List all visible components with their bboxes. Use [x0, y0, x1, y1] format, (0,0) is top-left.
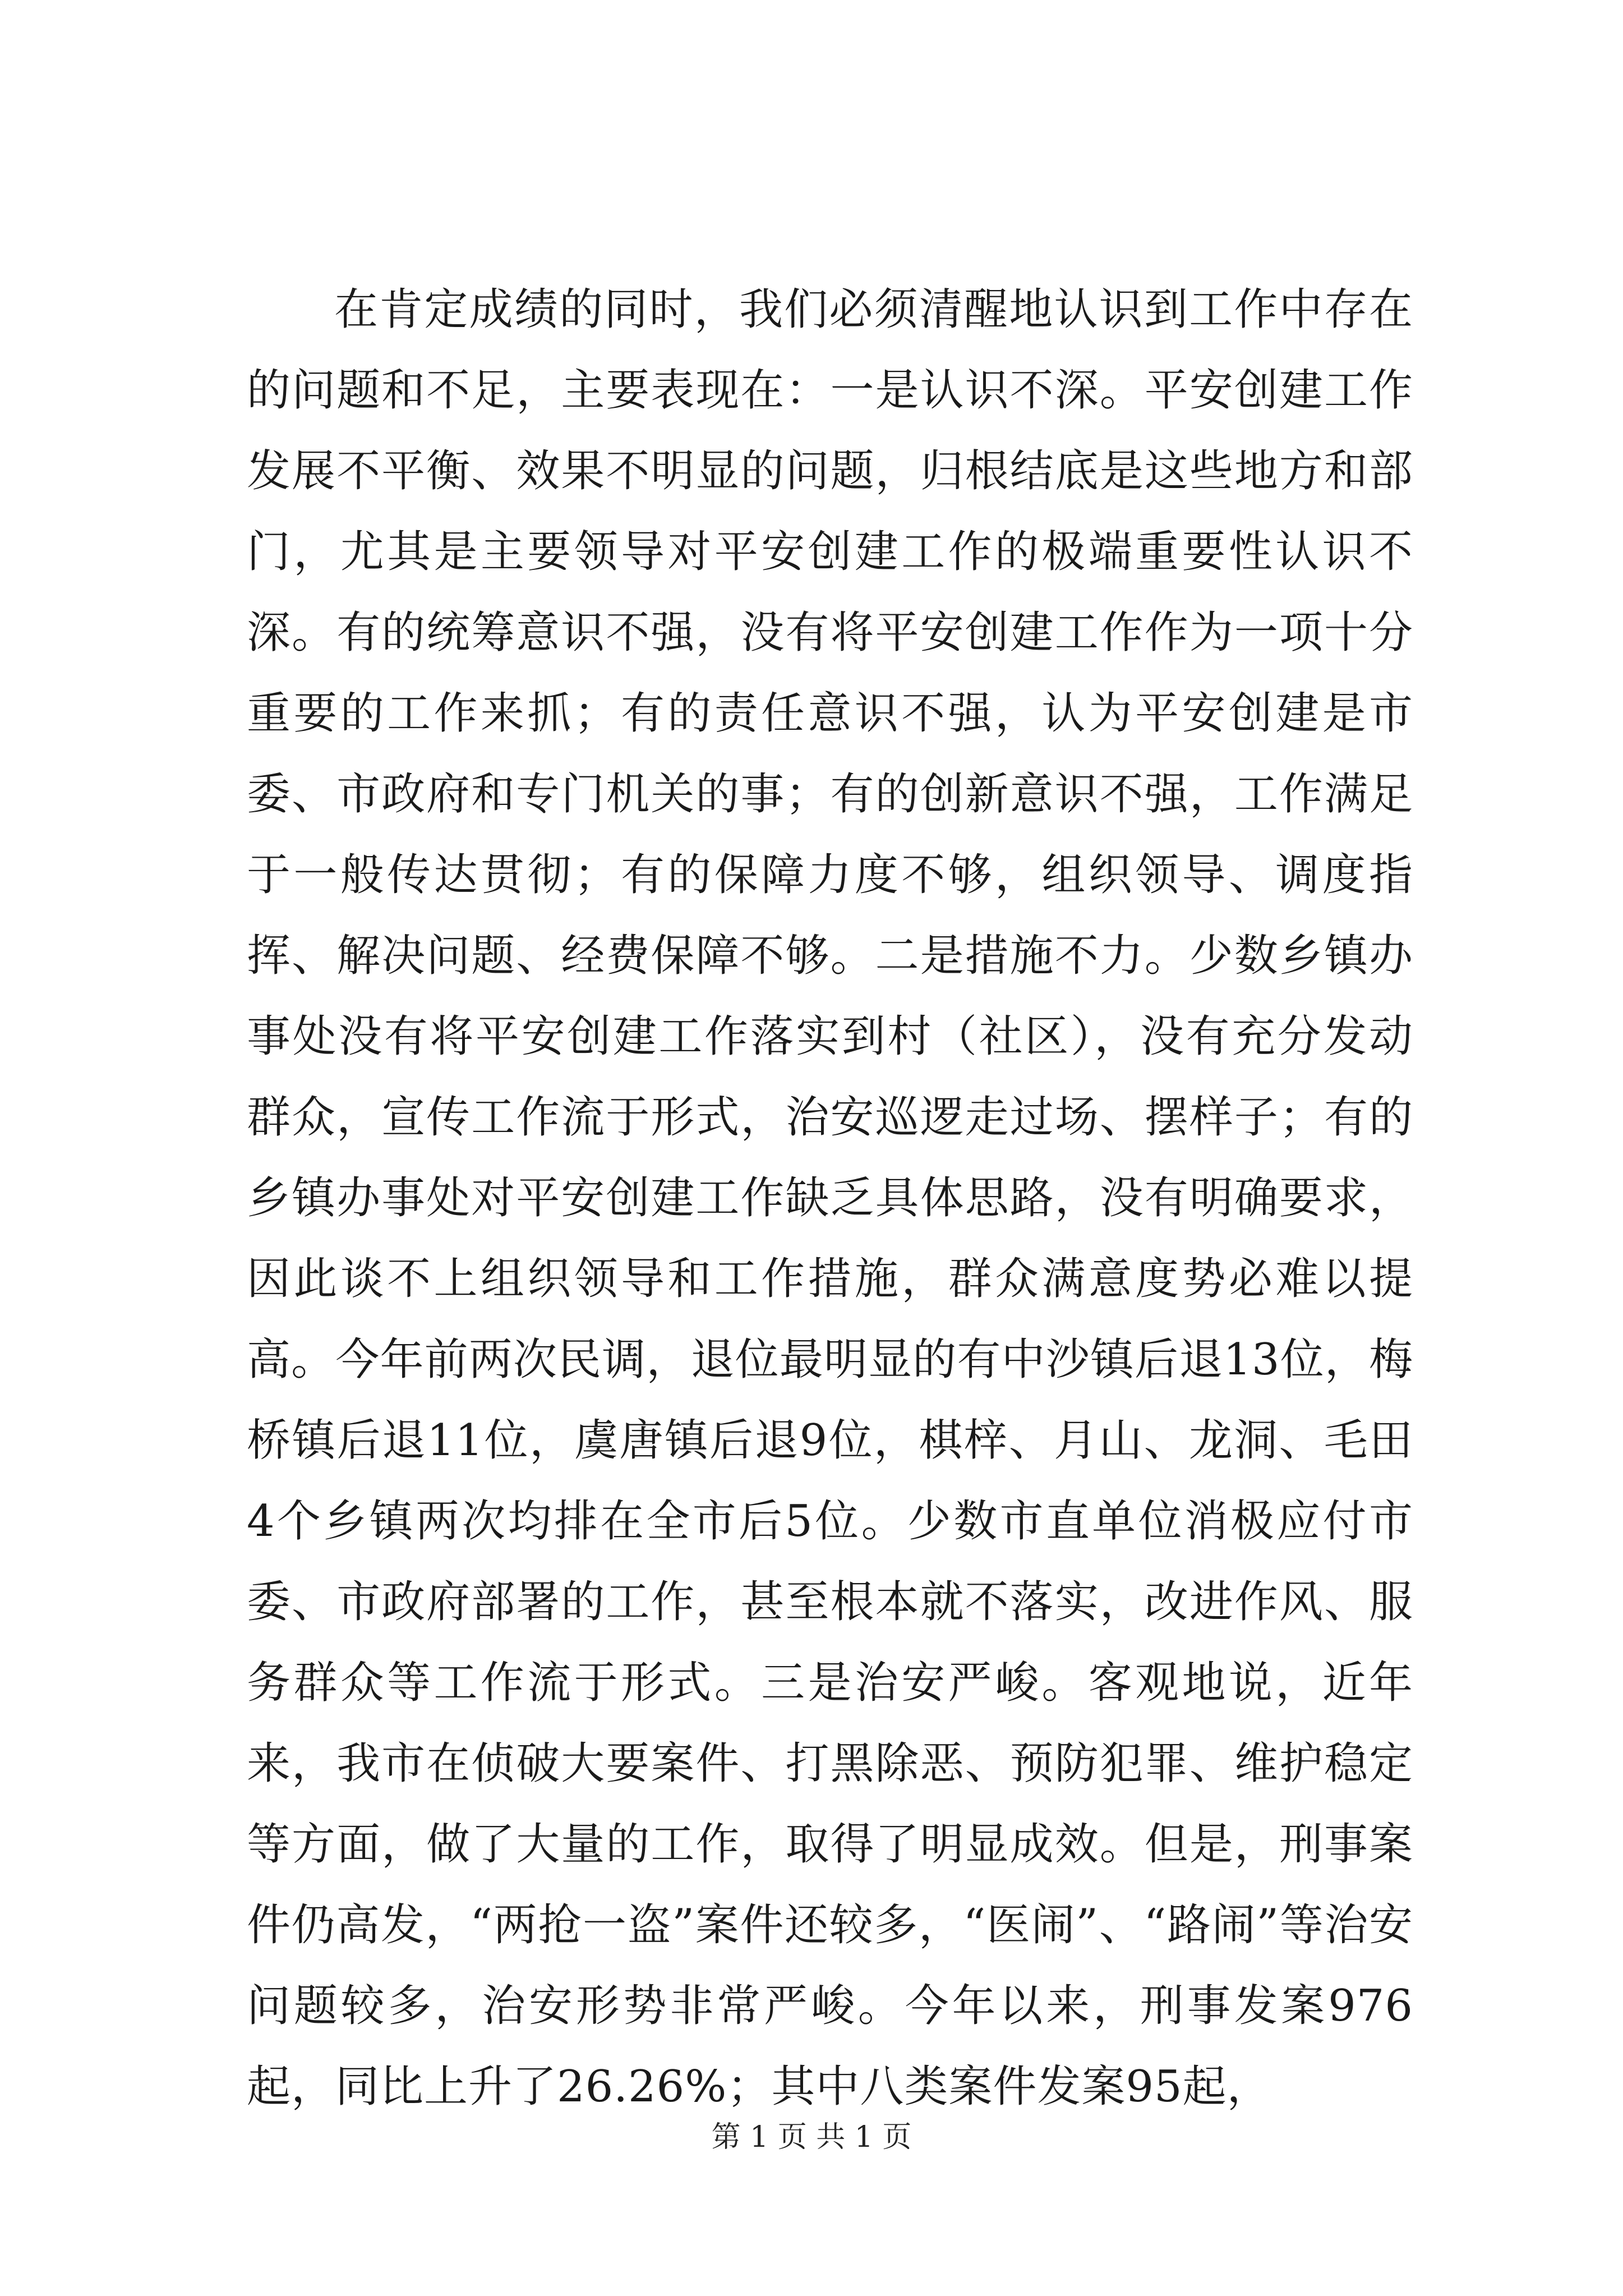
body-paragraph: 在肯定成绩的同时，我们必须清醒地认识到工作中存在的问题和不足，主要表现在：一是认识不深。平安创建工作发展不平衡、效果不明显的问题，归根结底是这些地方和部门，尤其是主要领导对平安创建工作的极端重要性认识不深。有的统筹意识不强，没有将平安创建工作作为一项十分重要的工作来抓；有的责任意识不强，认为平安创建是市委、市政府和专门机关的事；有的创新意识不强，工作满足于一般传达贯彻；有的保障力度不够，组织领导、调度指挥、解决问题、经费保障不够。二是措施不力。少数乡镇办事处没有将平安创建工作落实到村（社区），没有充分发动群众，宣传工作流于形式，治安巡逻走过场、摆样子；有的乡镇办事处对平安创建工作缺乏具体思路，没有明确要求，因此谈不上组织领导和工作措施，群众满意度势必难以提高。今年前两次民调，退位最明显的有中沙镇后退13位，梅桥镇后退11位，虞唐镇后退9位，棋梓、月山、龙洞、毛田4个乡镇两次均排在全市后5位。少数市直单位消极应付市委、市政府部署的工作，甚至根本就不落实，改进作风、服务群众等工作流于形式。三是治安严峻。客观地说，近年来，我市在侦破大要案件、打黑除恶、预防犯罪、维护稳定等方面，做了大量的工作，取得了明显成效。但是，刑事案件仍高发，“两抢一盗”案件还较多，“医闹”、“路闹”等治安问题较多，治安形势非常严峻。今年以来，刑事发案976起，同比上升了26.26%；其中八类案件发案95起，: [247, 284, 1413, 2112]
page-footer: 第 1 页 共 1 页: [711, 2120, 912, 2154]
